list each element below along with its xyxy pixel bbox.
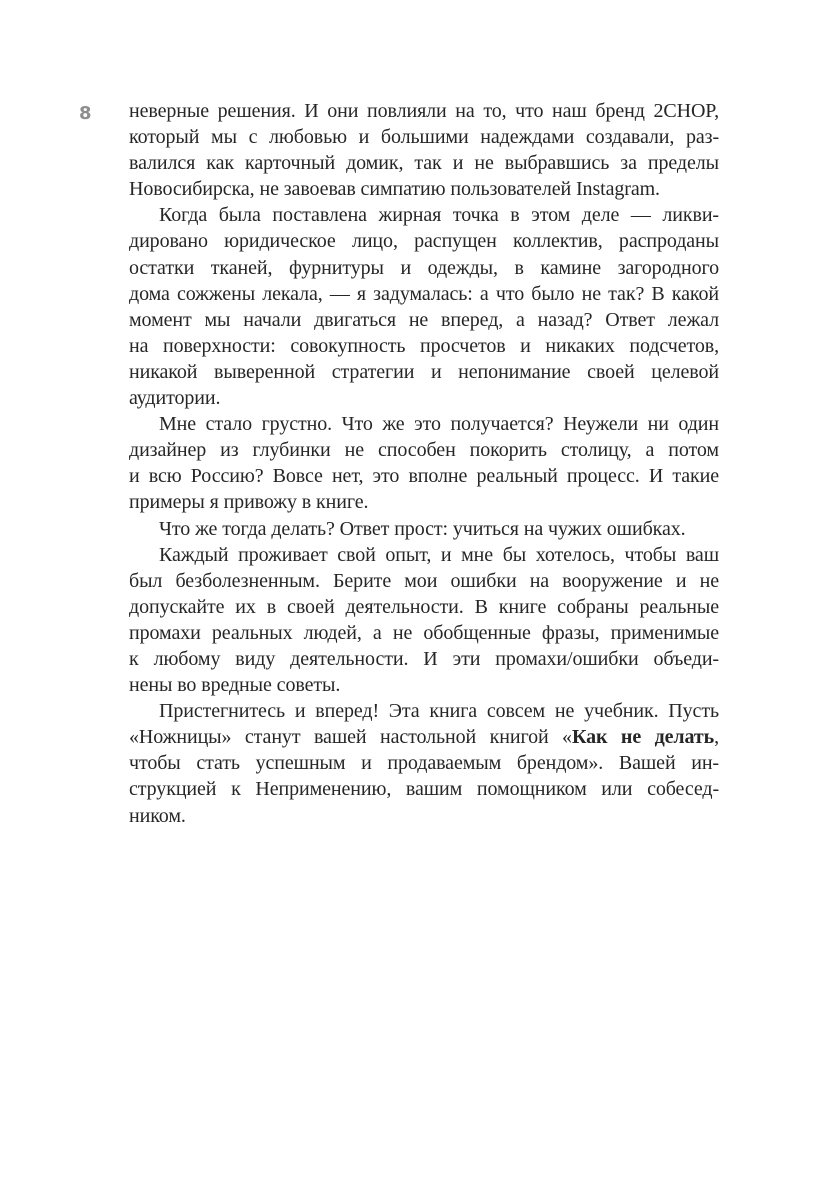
text-line: на поверхности: совокупность просчетов и никаких подсчетов,: [129, 334, 719, 357]
page-number: 8: [79, 103, 92, 124]
text-line: чтобы стать успешным и продаваемым брендом». Вашей ин-: [129, 752, 719, 775]
text-line: был безболезненным. Берите мои ошибки на вооружение и не: [129, 569, 719, 592]
text-line: остатки тканей, фурнитуры и одежды, в камине загородного: [129, 256, 719, 279]
paragraph-first-line: Мне стало грустно. Что же это получается? Неужели ни один: [159, 413, 719, 436]
text-line: дома сожжены лекала, — я задумалась: а что было не так? В какой: [129, 282, 719, 305]
text-line: момент мы начали двигаться не вперед, а назад? Ответ лежал: [129, 308, 719, 331]
text-line: аудитории.: [129, 387, 221, 410]
text-line: и всю Россию? Вовсе нет, это вполне реальный процесс. И такие: [129, 465, 719, 488]
body-text: [129, 98, 719, 829]
text-line: дировано юридическое лицо, распущен коллектив, распроданы: [129, 230, 719, 253]
text-segment: ,: [714, 726, 719, 749]
text-line: Новосибирска, не завоевав симпатию пользователей Instagram.: [129, 178, 660, 201]
text-line: валился как карточный домик, так и не выбравшись за пределы: [129, 152, 719, 175]
paragraph-first-line: Когда была поставлена жирная точка в этом деле — ликви-: [159, 204, 719, 227]
paragraph-first-line: Пристегнитесь и вперед! Эта книга совсем не учебник. Пусть: [159, 700, 719, 723]
text-line: струкцией к Неприменению, вашим помощником или собесед-: [129, 778, 719, 801]
paragraph-first-line: Что же тогда делать? Ответ прост: учиться на чужих ошибках.: [159, 517, 686, 540]
text-line: промахи реальных людей, а не обобщенные фразы, применимые: [129, 621, 719, 644]
text-segment: «Ножницы» станут вашей настольной книгой «: [129, 726, 572, 749]
paragraph-first-line: Каждый проживает свой опыт, и мне бы хотелось, чтобы ваш: [159, 543, 719, 566]
text-line: дизайнер из глубинки не способен покорить столицу, а потом: [129, 439, 719, 462]
bold-phrase: Как не делать: [571, 726, 715, 749]
text-line: никакой выверенной стратегии и непонимание своей целевой: [129, 360, 719, 383]
text-line: допускайте их в своей деятельности. В книге собраны реальные: [129, 595, 719, 618]
text-line: к любому виду деятельности. И эти промахи/ошибки объеди-: [129, 647, 719, 670]
text-line: нены во вредные советы.: [129, 674, 341, 697]
text-line: который мы с любовью и большими надеждами создавали, раз-: [129, 126, 719, 149]
text-line: примеры я привожу в книге.: [129, 491, 369, 514]
text-line-with-emphasis: [129, 724, 719, 750]
text-line: ником.: [129, 804, 186, 827]
text-line: неверные решения. И они повлияли на то, что наш бренд 2CHOP,: [129, 100, 719, 122]
